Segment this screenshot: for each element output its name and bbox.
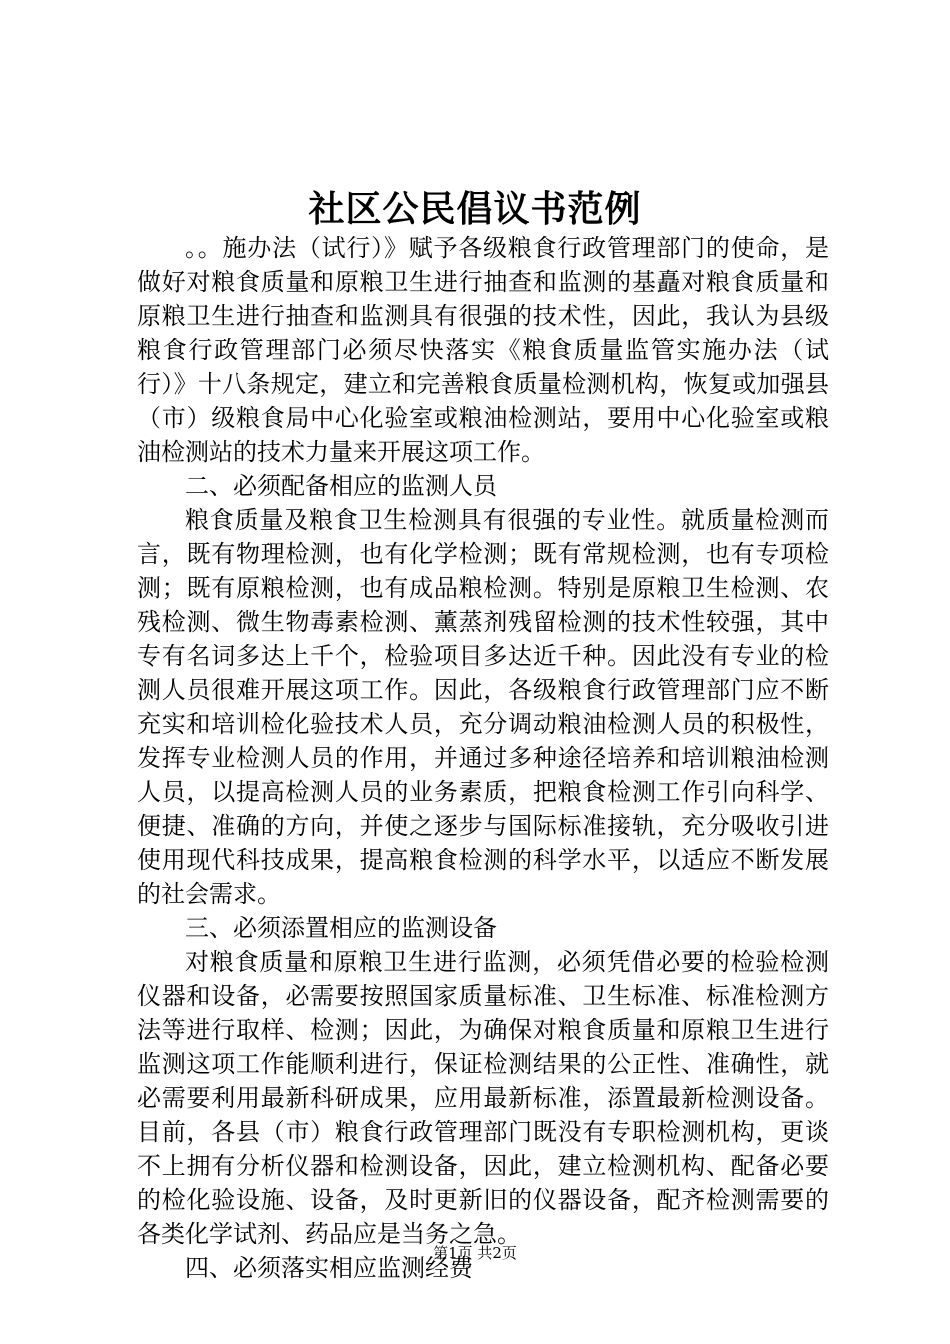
section-heading-2: 二、必须配备相应的监测人员 [185, 472, 497, 500]
paragraph-staff: 粮食质量及粮食卫生检测具有很强的专业性。就质量检测而言，既有物理检测，也有化学检测；既有常规检测，也有专项检测；既有原粮检测，也有成品粮检测。特别是原粮卫生检测、农残检测、微生物毒素检测、薰蒸剂残留检测的技术性较强，其中专有名词多达上千个，检验项目多达近千种。因此没有专业的检测人员很难开展这项工作。因此，各级粮食行政管理部门应不断充实和培训检化验技术人员，充分调动粮油检测人员的积极性，发挥专业检测人员的作用，并通过多种途径培养和培训粮油检测人员，以提高检测人员的业务素质，把粮食检测工作引向科学、便捷、准确的方向，并使之逐步与国际标准接轨，充分吸收引进使用现代科技成果，提高粮食检测的科学水平，以适应不断发展的社会需求。 [137, 506, 829, 908]
section-heading-3: 三、必须添置相应的监测设备 [185, 914, 497, 942]
page-number: 第1页 共2页 [433, 1244, 517, 1262]
page-title: 社区公民倡议书范例 [308, 188, 642, 230]
paragraph-equipment: 对粮食质量和原粮卫生进行监测，必须凭借必要的检验检测仪器和设备，必需要按照国家质量标准、卫生标准、标准检测方法等进行取样、检测；因此，为确保对粮食质量和原粮卫生进行监测这项工作能顺利进行，保证检测结果的公正性、准确性，就必需要利用最新科研成果，应用最新标准，添置最新检测设备。目前，各县（市）粮食行政管理部门既没有专职检测机构，更谈不上拥有分析仪器和检测设备，因此，建立检测机构、配备必要的检化验设施、设备，及时更新旧的仪器设备，配齐检测需要的各类化学试剂、药品应是当务之急。 [137, 948, 829, 1248]
section-heading-4: 四、必须落实相应监测经费 [185, 1254, 473, 1282]
paragraph-intro: 。。施办法（试行）》赋予各级粮食行政管理部门的使命，是做好对粮食质量和原粮卫生进行抽查和监测的基矗对粮食质量和原粮卫生进行抽查和监测具有很强的技术性，因此，我认为县级粮食行政管理部门必须尽快落实《粮食质量监管实施办法（试行）》十八条规定，建立和完善粮食质量检测机构，恢复或加强县（市）级粮食局中心化验室或粮油检测站，要用中心化验室或粮油检测站的技术力量来开展这项工作。 [137, 234, 829, 466]
document-body [137, 231, 829, 1285]
